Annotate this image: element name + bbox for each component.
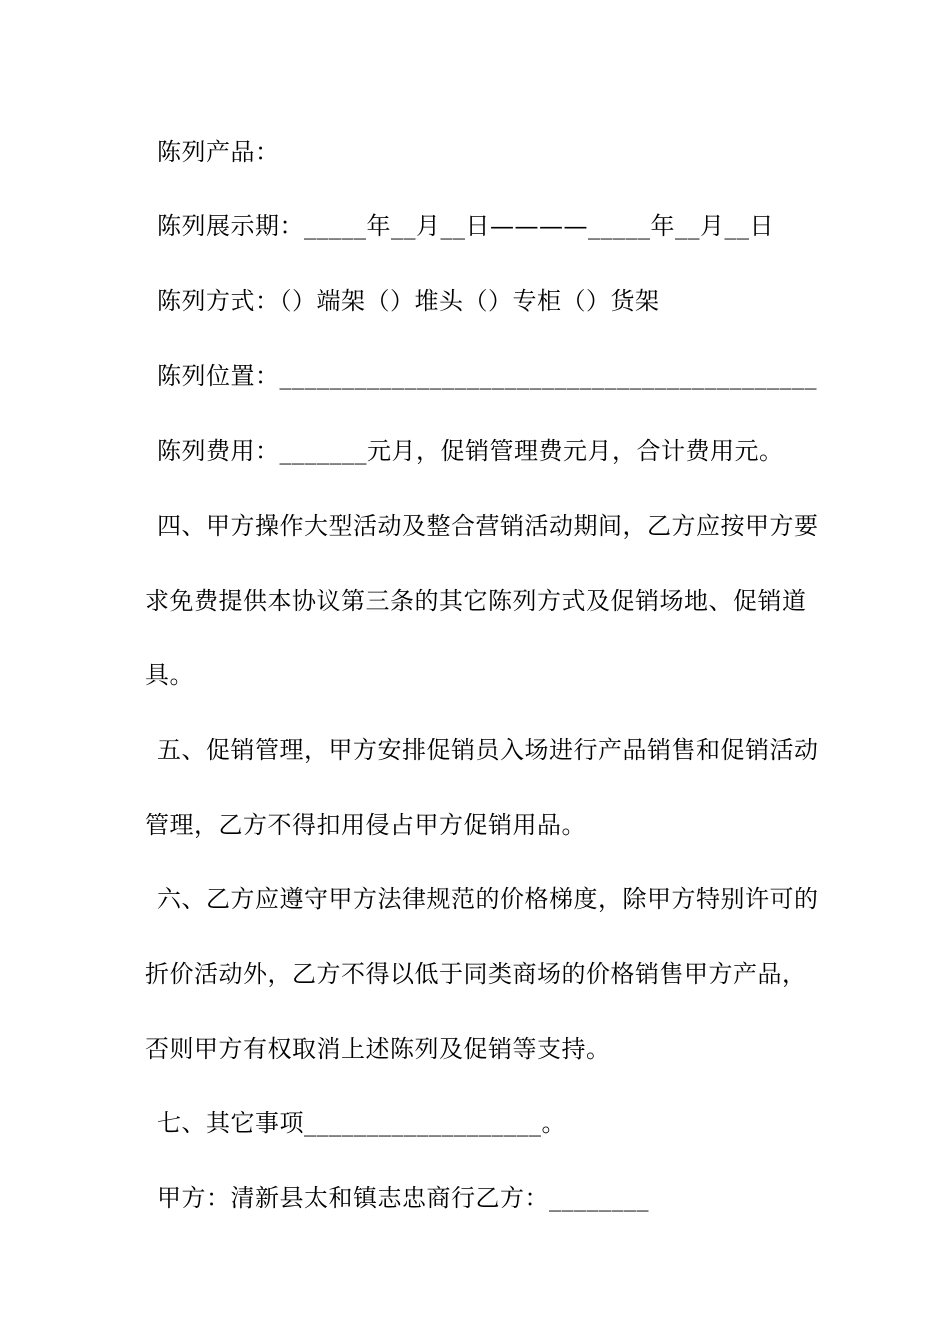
signature-parties-line: 甲方：清新县太和镇志忠商行乙方：________ [157,1184,649,1212]
display-method-line: 陈列方式：（）端架（）堆头（）专柜（）货架 [157,287,660,315]
clause-6-line-2: 折价活动外，乙方不得以低于同类商场的价格销售甲方产品， [145,960,807,988]
clause-5-line-1: 五、促销管理，甲方安排促销员入场进行产品销售和促销活动 [157,736,819,764]
clause-6-line-1: 六、乙方应遵守甲方法律规范的价格梯度，除甲方特别许可的 [157,885,819,913]
clause-6-line-3: 否则甲方有权取消上述陈列及促销等支持。 [145,1035,611,1063]
display-period-line: 陈列展示期：_____年__月__日————_____年__月__日 [157,212,774,240]
display-location-line: 陈列位置：___________________________________________ [157,362,817,390]
display-fee-line: 陈列费用：_______元月，促销管理费元月，合计费用元。 [157,437,784,465]
clause-4-line-2: 求免费提供本协议第三条的其它陈列方式及促销场地、促销道 [145,587,807,615]
display-product-line: 陈列产品： [157,138,280,166]
clause-4-line-3: 具。 [145,661,194,689]
clause-4-line-1: 四、甲方操作大型活动及整合营销活动期间，乙方应按甲方要 [157,512,819,540]
clause-5-line-2: 管理，乙方不得扣用侵占甲方促销用品。 [145,811,586,839]
clause-7-line: 七、其它事项___________________。 [157,1109,566,1137]
